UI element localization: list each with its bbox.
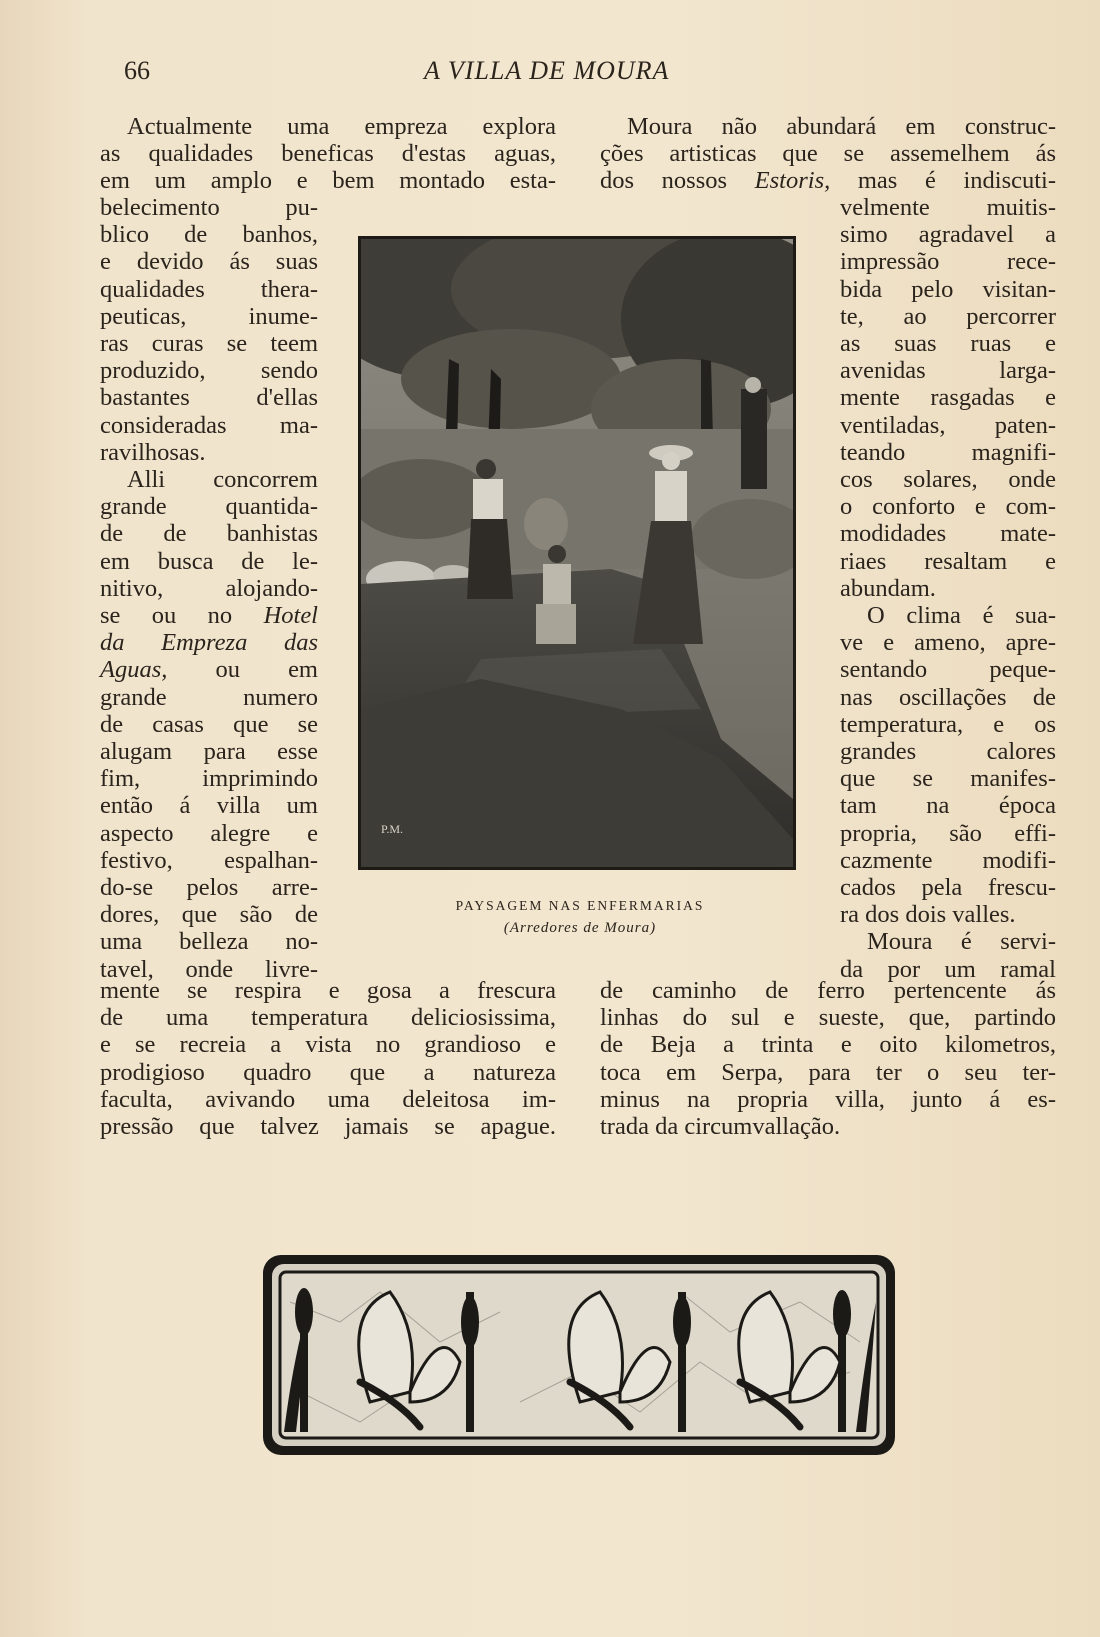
text-line: as suas ruas e: [840, 330, 1056, 358]
text-line: cados pela frescu-: [840, 874, 1056, 902]
text-line: temperatura, e os: [840, 710, 1056, 738]
text-line: festivo, espalhan-: [100, 846, 318, 874]
text-line: sentando peque-: [840, 656, 1056, 684]
text-line: que se manifes-: [840, 765, 1056, 793]
text-line: da Empreza das: [100, 629, 318, 657]
text-line: belecimento pu-: [100, 194, 318, 221]
text-line: uma belleza no-: [100, 928, 318, 956]
text-line: mente se respira e gosa a frescura: [100, 977, 556, 1004]
landscape-photograph: [358, 236, 796, 870]
text-line: então á villa um: [100, 792, 318, 820]
text-line: faculta, avivando uma deleitosa im-: [100, 1085, 556, 1113]
text-line: produzido, sendo: [100, 357, 318, 385]
text-line: propria, são effi-: [840, 819, 1056, 847]
text-line: simo agradavel a: [840, 221, 1056, 249]
text-line: tam na época: [840, 792, 1056, 820]
text-line: nitivo, alojando-: [100, 574, 318, 602]
text-line: pressão que talvez jamais se apague.: [100, 1113, 556, 1141]
text-line: as qualidades beneficas d'estas aguas,: [100, 140, 556, 168]
text-line: dores, que são de: [100, 901, 318, 929]
text-line: grande quantida-: [100, 493, 318, 521]
text-line: trada da circumvallação.: [600, 1113, 841, 1141]
text-line: bida pelo visitan-: [840, 275, 1056, 303]
text-line: em busca de le-: [100, 547, 318, 575]
text-fragment: dos nossos: [600, 167, 728, 195]
text-line: de caminho de ferro pertencente ás: [600, 977, 1056, 1004]
text-line: Moura é servi-: [867, 928, 1056, 956]
text-line: ras curas se teem: [100, 330, 318, 358]
text-line: avenidas larga-: [840, 357, 1056, 385]
text-line: de casas que se: [100, 710, 318, 738]
text-line: riaes resaltam e: [840, 547, 1056, 575]
italic-estoris: Estoris,: [754, 167, 831, 195]
decorative-ornament-panel: [260, 1252, 898, 1458]
text-line-aguas: [100, 656, 318, 683]
text-line: O clima é sua-: [867, 602, 1056, 630]
text-line: Actualmente uma empreza explora: [127, 113, 556, 140]
text-line: prodigioso quadro que a natureza: [100, 1058, 556, 1086]
figure-caption-title: PAYSAGEM NAS ENFERMARIAS: [455, 898, 705, 913]
text-line-with-hotel: [100, 602, 318, 629]
text-line: ve e ameno, apre-: [840, 629, 1056, 657]
page-number: 66: [124, 56, 150, 85]
text-line: linhas do sul e sueste, que, partindo: [600, 1004, 1056, 1032]
text-line: abundam.: [840, 574, 936, 602]
text-line: bastantes d'ellas: [100, 384, 318, 412]
text-line: qualidades thera-: [100, 275, 318, 303]
text-fragment: se ou no: [100, 602, 233, 630]
text-line: e se recreia a vista no grandioso e: [100, 1031, 556, 1059]
text-line: tavel, onde livre-: [100, 955, 318, 983]
text-line: da por um ramal: [840, 955, 1056, 983]
text-line: mente rasgadas e: [840, 384, 1056, 412]
figure-caption-subtitle: (Arredores de Moura): [503, 920, 657, 936]
text-line: em um amplo e bem montado esta-: [100, 167, 556, 195]
text-line: blico de banhos,: [100, 221, 318, 249]
left-column-top: [100, 113, 556, 195]
right-column-narrow: [840, 194, 1056, 983]
text-line: de de banhistas: [100, 520, 318, 548]
right-column-bottom: [600, 977, 1056, 1140]
page-header: [0, 52, 1100, 92]
text-line: Alli concorrem: [127, 466, 318, 494]
text-line: o conforto e com-: [840, 493, 1056, 521]
text-line: aspecto alegre e: [100, 819, 318, 847]
text-line: velmente muitis-: [840, 194, 1056, 221]
right-column-top: [600, 113, 1056, 195]
photo-signature: P.M.: [381, 822, 404, 836]
text-line: peuticas, inume-: [100, 302, 318, 330]
text-line: fim, imprimindo: [100, 765, 318, 793]
text-line: nas oscillações de: [840, 683, 1056, 711]
text-line: ra dos dois valles.: [840, 901, 1016, 929]
text-line: de Beja a trinta e oito kilometros,: [600, 1031, 1056, 1059]
italic-aguas: Aguas,: [100, 656, 168, 684]
text-fragment: ou em: [215, 656, 318, 684]
text-line: minus na propria villa, junto á es-: [600, 1085, 1056, 1113]
butterfly-cattail-ornament: [260, 1252, 898, 1458]
text-line: grandes calores: [840, 738, 1056, 766]
text-line: te, ao percorrer: [840, 302, 1056, 330]
text-line: ravilhosas.: [100, 438, 206, 466]
text-line: grande numero: [100, 683, 318, 711]
text-line: cazmente modifi-: [840, 846, 1056, 874]
text-line: do-se pelos arre-: [100, 874, 318, 902]
text-line-estoris: [600, 167, 1056, 194]
left-column-narrow: [100, 194, 318, 983]
text-line: consideradas ma-: [100, 411, 318, 439]
text-line: cos solares, onde: [840, 466, 1056, 494]
text-line: teando magnifi-: [840, 438, 1056, 466]
text-line: modidades mate-: [840, 520, 1056, 548]
text-line: ções artisticas que se assemelhem ás: [600, 140, 1056, 168]
left-column-bottom: [100, 977, 556, 1140]
text-line: de uma temperatura deliciosissima,: [100, 1004, 556, 1032]
running-title: A VILLA DE MOURA: [424, 56, 670, 85]
text-fragment: mas é indiscuti-: [857, 167, 1057, 195]
text-line: impressão rece-: [840, 248, 1056, 276]
text-line: ventiladas, paten-: [840, 411, 1056, 439]
italic-hotel: Hotel: [263, 602, 318, 630]
text-line: e devido ás suas: [100, 248, 318, 276]
text-line: alugam para esse: [100, 738, 318, 766]
photo-illustration: [361, 239, 793, 867]
text-line: toca em Serpa, para ter o seu ter-: [600, 1058, 1056, 1086]
text-line: Moura não abundará em construc-: [627, 113, 1056, 140]
